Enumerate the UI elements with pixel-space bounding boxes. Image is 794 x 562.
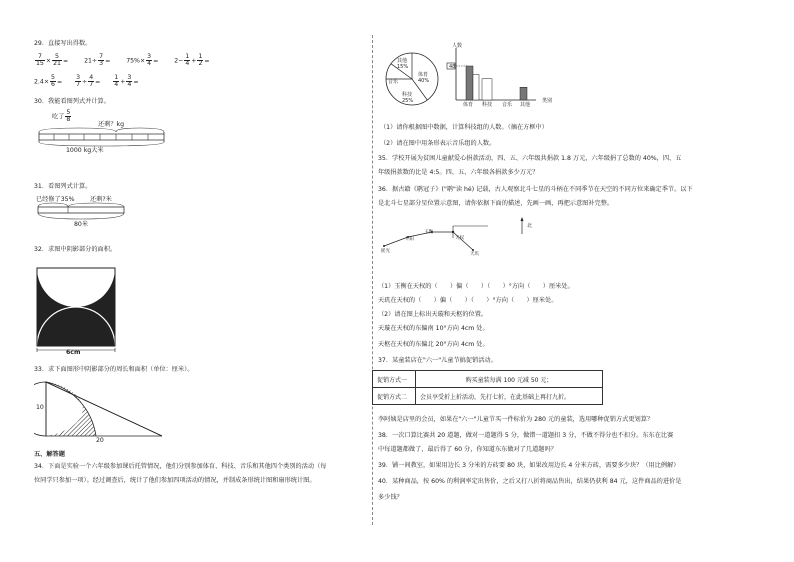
q36-sub2b: 天枢在天权的东偏北 20°方向 4cm 处。 (378, 341, 489, 348)
q39-text: 39．铺一间教室，如果用边长 3 分米的方砖要 80 块，如果改用边长 4 分米方砖，需要多少块？（用比例解） (378, 462, 680, 469)
pie-label-sports: 体育 40% (418, 72, 430, 84)
q29-label: 29．直接写出得数。 (34, 40, 92, 47)
q37-follow: 李阿姨是店里的会员，如果在"六一"儿童节买一件标价为 280 元的童装，选用哪种促销方式更划算？ (378, 416, 654, 423)
bar-tick-48: 48 (449, 64, 456, 70)
q34-sub1: （1）请你根据图中数据，计算科技组的人数。（摘在方框中） (380, 124, 548, 131)
q37-promo-table (372, 370, 603, 405)
bar-cat-tech: 科技 (482, 102, 493, 108)
bar-tech (482, 79, 492, 100)
promo-desc: 会员享受折上折活动，先打七折，在此基础上再打九折。 (416, 388, 603, 405)
q36-sub1a: （1）玉衡在天权的（ ）偏（ ）（ ）°方向（ ）厘米处。 (378, 283, 574, 290)
q36-sub2a: 天璇在天权的东偏南 10°方向 4cm 处。 (378, 325, 489, 332)
q34-sub2: （2）请在图中用条形表示音乐组的人数。 (380, 140, 496, 147)
promo-name: 促销方式一 (373, 371, 416, 388)
q40-line2: 多少钱？ (378, 494, 403, 501)
star-tianquan: 天权 (455, 236, 464, 241)
q36-line2: 是北斗七星部分星位置示意图，请你依据下面的描述，先画一画，再把示意图补完整。 (378, 200, 614, 207)
q34-bar-chart (444, 44, 544, 106)
bar-cat-music: 音乐 (502, 102, 513, 108)
q40-line1: 40．某种商品，按 60% 的利润率定出售价，之后又打八折将商品售出，结果仍获利 84 元，这件商品的进价是 (378, 478, 682, 485)
q37-label: 37．某童装店在"六一"儿童节搞促销活动。 (378, 357, 497, 364)
star-yuheng: 玉衡 (424, 230, 433, 235)
table-row (373, 371, 603, 388)
q30-eaten: 吃了 $\frac{5}{8}$ (52, 109, 71, 123)
q33-width: 20 (96, 437, 104, 444)
q33-label: 33．求下面图形中阴影部分的周长和面积（单位：厘米）。 (34, 366, 194, 373)
section-5-title: 五、解答题 (34, 451, 65, 458)
star-yaoguang: 摇光 (381, 249, 390, 254)
q36-sub2: （2）请在图上标出天璇和天枢的位置。 (378, 311, 488, 318)
promo-name: 促销方式二 (373, 388, 416, 405)
q30-left: 还剩？kg (98, 121, 125, 128)
promo-desc: 购买童装每满 100 元减 50 元； (416, 371, 603, 388)
pie-label-other: 其他 15% (397, 58, 409, 70)
q33-figure (34, 380, 169, 444)
q34-line2: 位同学只参加一项）。经过调查后，统计了他们参加四项活动的情况，并制成条形统计图和扇形统计图。 (34, 477, 316, 484)
bar-sports-outline (473, 75, 479, 101)
q31-remain: 还剩?米 (90, 196, 112, 203)
q36-line1: 36．据古籍《鹖冠子》("鹖"读 hé) 记载，古人观察北斗七星的斗柄在不同季节在天空的不同方位来确定季节。以下 (378, 186, 693, 193)
bar-ylabel: 人数 (452, 43, 463, 49)
q35-line2: 年级捐款数的比是 4:5。四、五、六年级各捐款多少万元？ (378, 169, 539, 176)
bar-cat-other: 其他 (520, 102, 531, 108)
star-tianji: 天玑 (470, 252, 479, 257)
q31-total: 80米 (74, 221, 89, 228)
pie-label-tech: 科技 25% (402, 92, 414, 104)
q38-line1: 38．一次口算比赛共 20 道题，做对一道题得 5 分，做错一道题扣 3 分，不做不得分也不扣分。东东在比赛 (378, 432, 674, 439)
bar-xlabel: 类别 (542, 98, 553, 104)
q29-row2: 2.4× $\frac{5}{6}$ = $\frac{3}{7}$ ÷ $\frac{4}{7}$ = $\frac{1}{4}$ + $\frac{3}{4}$ = (34, 74, 139, 88)
q32-figure (34, 262, 120, 358)
q32-label: 32．求图中阴影部分的面积。 (34, 246, 117, 253)
q33-height: 10 (36, 404, 44, 411)
pie-label-music: 音乐 (388, 79, 399, 85)
q36-sub1b: 天玑在天权的（ ）偏（ ）（ ）°方向（ ）厘米处。 (378, 297, 558, 304)
bar-cat-sports: 体育 (463, 102, 474, 108)
q30-total: 1000 kg大米 (66, 147, 104, 154)
q31-done: 已经修了35% (36, 196, 75, 203)
bar-sports (466, 66, 473, 100)
q35-line1: 35．学校开展为贫困儿童献爱心捐款活动，四、五、六年级共捐款 1.8 万元，六年级捐了总数的 40%，四、五 (378, 155, 682, 162)
north-label: 北 (527, 223, 533, 229)
table-row (373, 388, 603, 405)
q30-label: 30．我能看图列式并计算。 (34, 98, 110, 105)
bar-other (520, 87, 527, 100)
q38-line2: 中每道题都做了，最后得了 60 分，你知道东东做对了几道题吗？ (378, 446, 557, 453)
q31-label: 31．看图列式计算。 (34, 183, 92, 190)
q29-row1: $\frac{7}{15}$ × $\frac{5}{21}$ = 21÷ $\frac{7}{3}$ = 75%× $\frac{3}{4}$ = 2− $\frac{1}{4}$ + $\frac{1}{2}$ = (36, 53, 210, 67)
column-divider (372, 35, 373, 525)
q32-dim: 6cm (66, 349, 81, 356)
star-kaiyang: 开阳 (405, 237, 414, 242)
q34-line1: 34．下面是实验一个六年级参加课后托管情况，他们分别参加体育、科技、音乐和其他四个类别的活动（每 (34, 463, 327, 470)
